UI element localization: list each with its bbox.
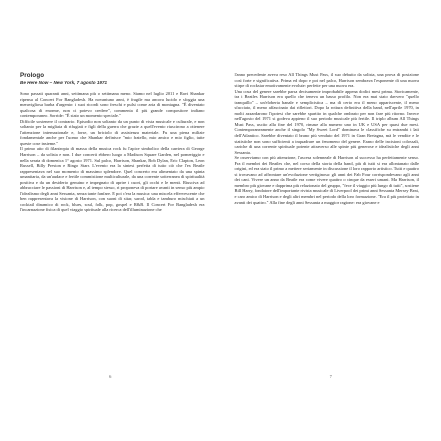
page-number: 6 bbox=[109, 374, 112, 379]
chapter-subtitle: Be Here Now – New York, 7 agosto 1971 bbox=[20, 80, 108, 85]
paragraph: l'anno precedente aveva reso All Things Must Pass, il suo debutto da solista, una prova di posizione così forte e significativa. Prima ed dopo e poi nel palco, Harrison sembrava l'esponente di una nuova stirpe di rockstar emotivamente evolute: perfette per una nuova era. bbox=[234, 72, 419, 89]
right-page bbox=[221, 0, 441, 441]
paragraph: Il primo atto di filantropia di massa della musica rock fu l'apice simbolico della carriera di George Harrison – da solista e non. I due concerti ebbero luogo a Madison Square Garden, nel pomeriggio e nella serata di domenica 1° agosto 1971. Sul palco, Harrison, Shankar, Bob Dylan, Eric Clapton, Leon Russell, Billy Preston e Ringo Starr. L'evento era la sintesi perfetta di tutto ciò che l'ex Beatle rappresentava nel suo momento di massimo splendore. Quel concerto era alimentato da una spinta umanitaria, da un'audace e fertile commistione multiculturale, da una corrente sotterranea di spiritualità positiva e da un desiderio genuino e impegnato di aprire i cuori, gli occhi e le menti. Riusciva ad abbracciare le passioni di Harrison e, al tempo stesso, ri proponeva di portare avanti in senso più ampio l'idealismo degli anni Sessanta, senza tante fanfare. E poi c'era la musica: una miscela effervescente che ben rappresentava la visione di Harrison, con suoni di sitar, sarod, tabla e tamburo mischiati a un cocktail dinamico di rock, blues, soul, folk, pop, gospel e R&B. Il Concert For Bangladesh era l'incarnazione fisica di quel viaggio spirituale alla ricerca dell'illuminazione che bbox=[20, 146, 205, 213]
paragraph: Difficile sostenere il contrario. Episodio non soltanto da un punto di vista musicale e culturale, e non soltanto per la migliaia di rifugiati e figli della guerra che grazie a quell'evento riuscirono a ottenere l'attenzione internazionale e, forse, un briciolo di assistenza materiale. Fu una piena milizie fondamentale anche per l'uomo che Shankar definisce "mio fratello, mio amico e mio figlio, tutte queste cose insieme." bbox=[20, 118, 205, 146]
paragraph: Sono passati quaranti anni, settimana più o settimana meno. Siamo nel luglio 2011 e Ravi Shankar ripensa al Concert For Bangladesh. Ha novantuno anni, è fragile ma ancora lucido e sfoggia una meravigliosa barba d'argento: i suoi ricordi sono freschi e pulsi come aria di montagna. "È diventato qualcosa di enorme, non ci potevo credere", commenta il più grande compositore indiano contemporaneo. Sorride: "È stato un momento speciale." bbox=[20, 91, 205, 119]
chapter-title: Prologo bbox=[20, 72, 45, 79]
left-body-text bbox=[20, 91, 205, 213]
paragraph: Una cosa del genere sarebbe parsa decisamente improbabile appena dodici mesi prima. Storicamente, tra i Beatles Harrison era quello che teneva un basso profilo. Non era mai stato davvero "quello tranquillo" – un'eloberta banale e semplicistica – ma di certo era il meno appariscente, il meno sfacciato, il meno affascinato dai riflettori. Dopo la rottura definitiva della band, nell'aprile 1970, in molti azzardarono l'ipotesi che sarebbe spartito in qualche ombrato per non fare più ritorno. Invece nell'agosto del 1971 si godeva appieno il suo periodo musicale più fertile. Il triplo album All Things Must Pass, uscito alla fine del 1970, rimase alla numero uno in UK e USA per quasi due mesi. Contemporaneamente anche il singolo "My Sweet Lord" dominava le classifiche su entrambi i lati dell'Atlantico. Sarebbe diventato il brano più venduto del 1971 in Gran Bretagna, mà le vendite e le statistiche non sono sufficienti a inquadrare un fenomeno del genere. Erano delle incisioni colossali, cariche di una corrente spirituale potente attraverso alle spinte più generose e idealistiche degli anni Sessanta. bbox=[234, 88, 419, 155]
chapter-heading-block bbox=[20, 72, 205, 85]
right-body-text bbox=[235, 72, 420, 205]
paragraph: Se osserviamo con più attenzione, l'ascesa solenneale di Harrison al successo ha perfettamente senso. Fra il membri dei Beatles che, nel corso della storia della band, più di tutti si era allontanato dalle origini, ed era stato il primo a mettere seriamente in discussione il loro rapporto artistico. Tutti e quattro si trovavano ad affrontare un'evoluzione vertiginosa: gli anni dei Fab Four corrispondevano agli anni dei cani. Vivere un anno da Beatle era come vivere quattro o cinque da esseri umani. Ma Harrison, il membro più giovane e dapprima più relazionato del gruppo, "fece il viaggio più lungo di tutti", sostiene Bill Harry, fondatore dell'importante rivista musicale di Liverpool dei primi anni Sessanta Mersey Beat, e caro amico di Harrison e degli altri membri nel periodo della loro formazione. "Era il più proiettato in avanti dei quattro." Alla fine degli anni Sessanta a maggior ragione: era giovane e bbox=[234, 155, 419, 205]
page-number: 7 bbox=[329, 374, 332, 379]
